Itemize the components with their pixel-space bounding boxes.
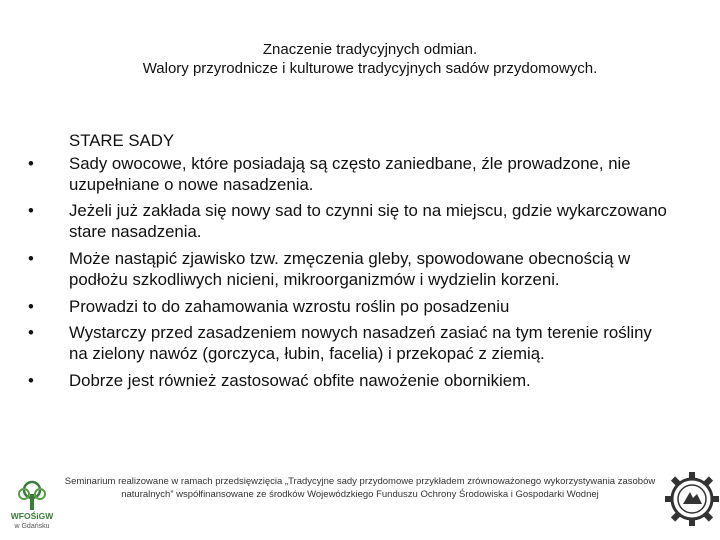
- bullet-text: Prowadzi to do zahamowania wzrostu roślin po posadzeniu: [69, 296, 510, 316]
- bullet-item: [28, 249, 668, 291]
- bullet-dot: •: [28, 153, 34, 173]
- wfosigw-logo: [2, 480, 62, 530]
- tree-icon: [2, 480, 62, 512]
- bullet-list: [28, 154, 668, 392]
- logo-subtitle: w Gdańsku: [14, 523, 50, 530]
- bullet-dot: •: [28, 323, 34, 343]
- bullet-dot: •: [28, 296, 34, 316]
- bullet-text: Jeżeli już zakłada się nowy sad to czynni się to na miejscu, gdzie wykarczowano stare nasadzenia.: [69, 201, 667, 242]
- bullet-text: Sady owocowe, które posiadają są często zaniedbane, źle prowadzone, nie uzupełniane o nowe nasadzenia.: [69, 153, 631, 194]
- bullet-dot: •: [28, 201, 34, 221]
- bullet-dot: •: [28, 370, 34, 390]
- bullet-item: [28, 323, 668, 365]
- slide-title: [60, 40, 680, 78]
- logo-name: WFOŚiGW: [10, 511, 54, 521]
- title-line-1: Znaczenie tradycyjnych odmian.: [262, 41, 478, 58]
- bullet-text: Wystarczy przed zasadzeniem nowych nasadzeń zasiać na tym terenie rośliny na zielony nawóz (gorczyca, łubin, facelia) i przekopać z ziemią.: [69, 323, 652, 364]
- bullet-item: [28, 371, 668, 392]
- bullet-text: Dobrze jest również zastosować obfite nawożenie obornikiem.: [69, 370, 531, 390]
- seal-logo: [664, 470, 720, 528]
- bullet-item: [28, 154, 668, 196]
- gear-seal-icon: [664, 470, 720, 528]
- slide-body: [28, 131, 668, 398]
- section-heading: STARE SADY: [69, 131, 175, 150]
- bullet-text: Może nastąpić zjawisko tzw. zmęczenia gleby, spowodowane obecnością w podłożu szkodliwych nicieni, mikroorganizmów i wydzielin korzeni.: [69, 248, 631, 289]
- bullet-dot: •: [28, 248, 34, 268]
- footer-note: Seminarium realizowane w ramach przedsięwzięcia „Tradycyjne sady przydomowe przykładem zrównoważonego wykorzystywania zasobów naturalnych” współfinansowane ze środków Wojewódzkiego Funduszu Ochrony Środowiska i Gospodarki Wodnej: [64, 476, 656, 500]
- title-line-2: Walory przyrodnicze i kulturowe tradycyjnych sadów przydomowych.: [142, 60, 598, 77]
- bullet-item: [28, 201, 668, 243]
- bullet-item: [28, 297, 668, 318]
